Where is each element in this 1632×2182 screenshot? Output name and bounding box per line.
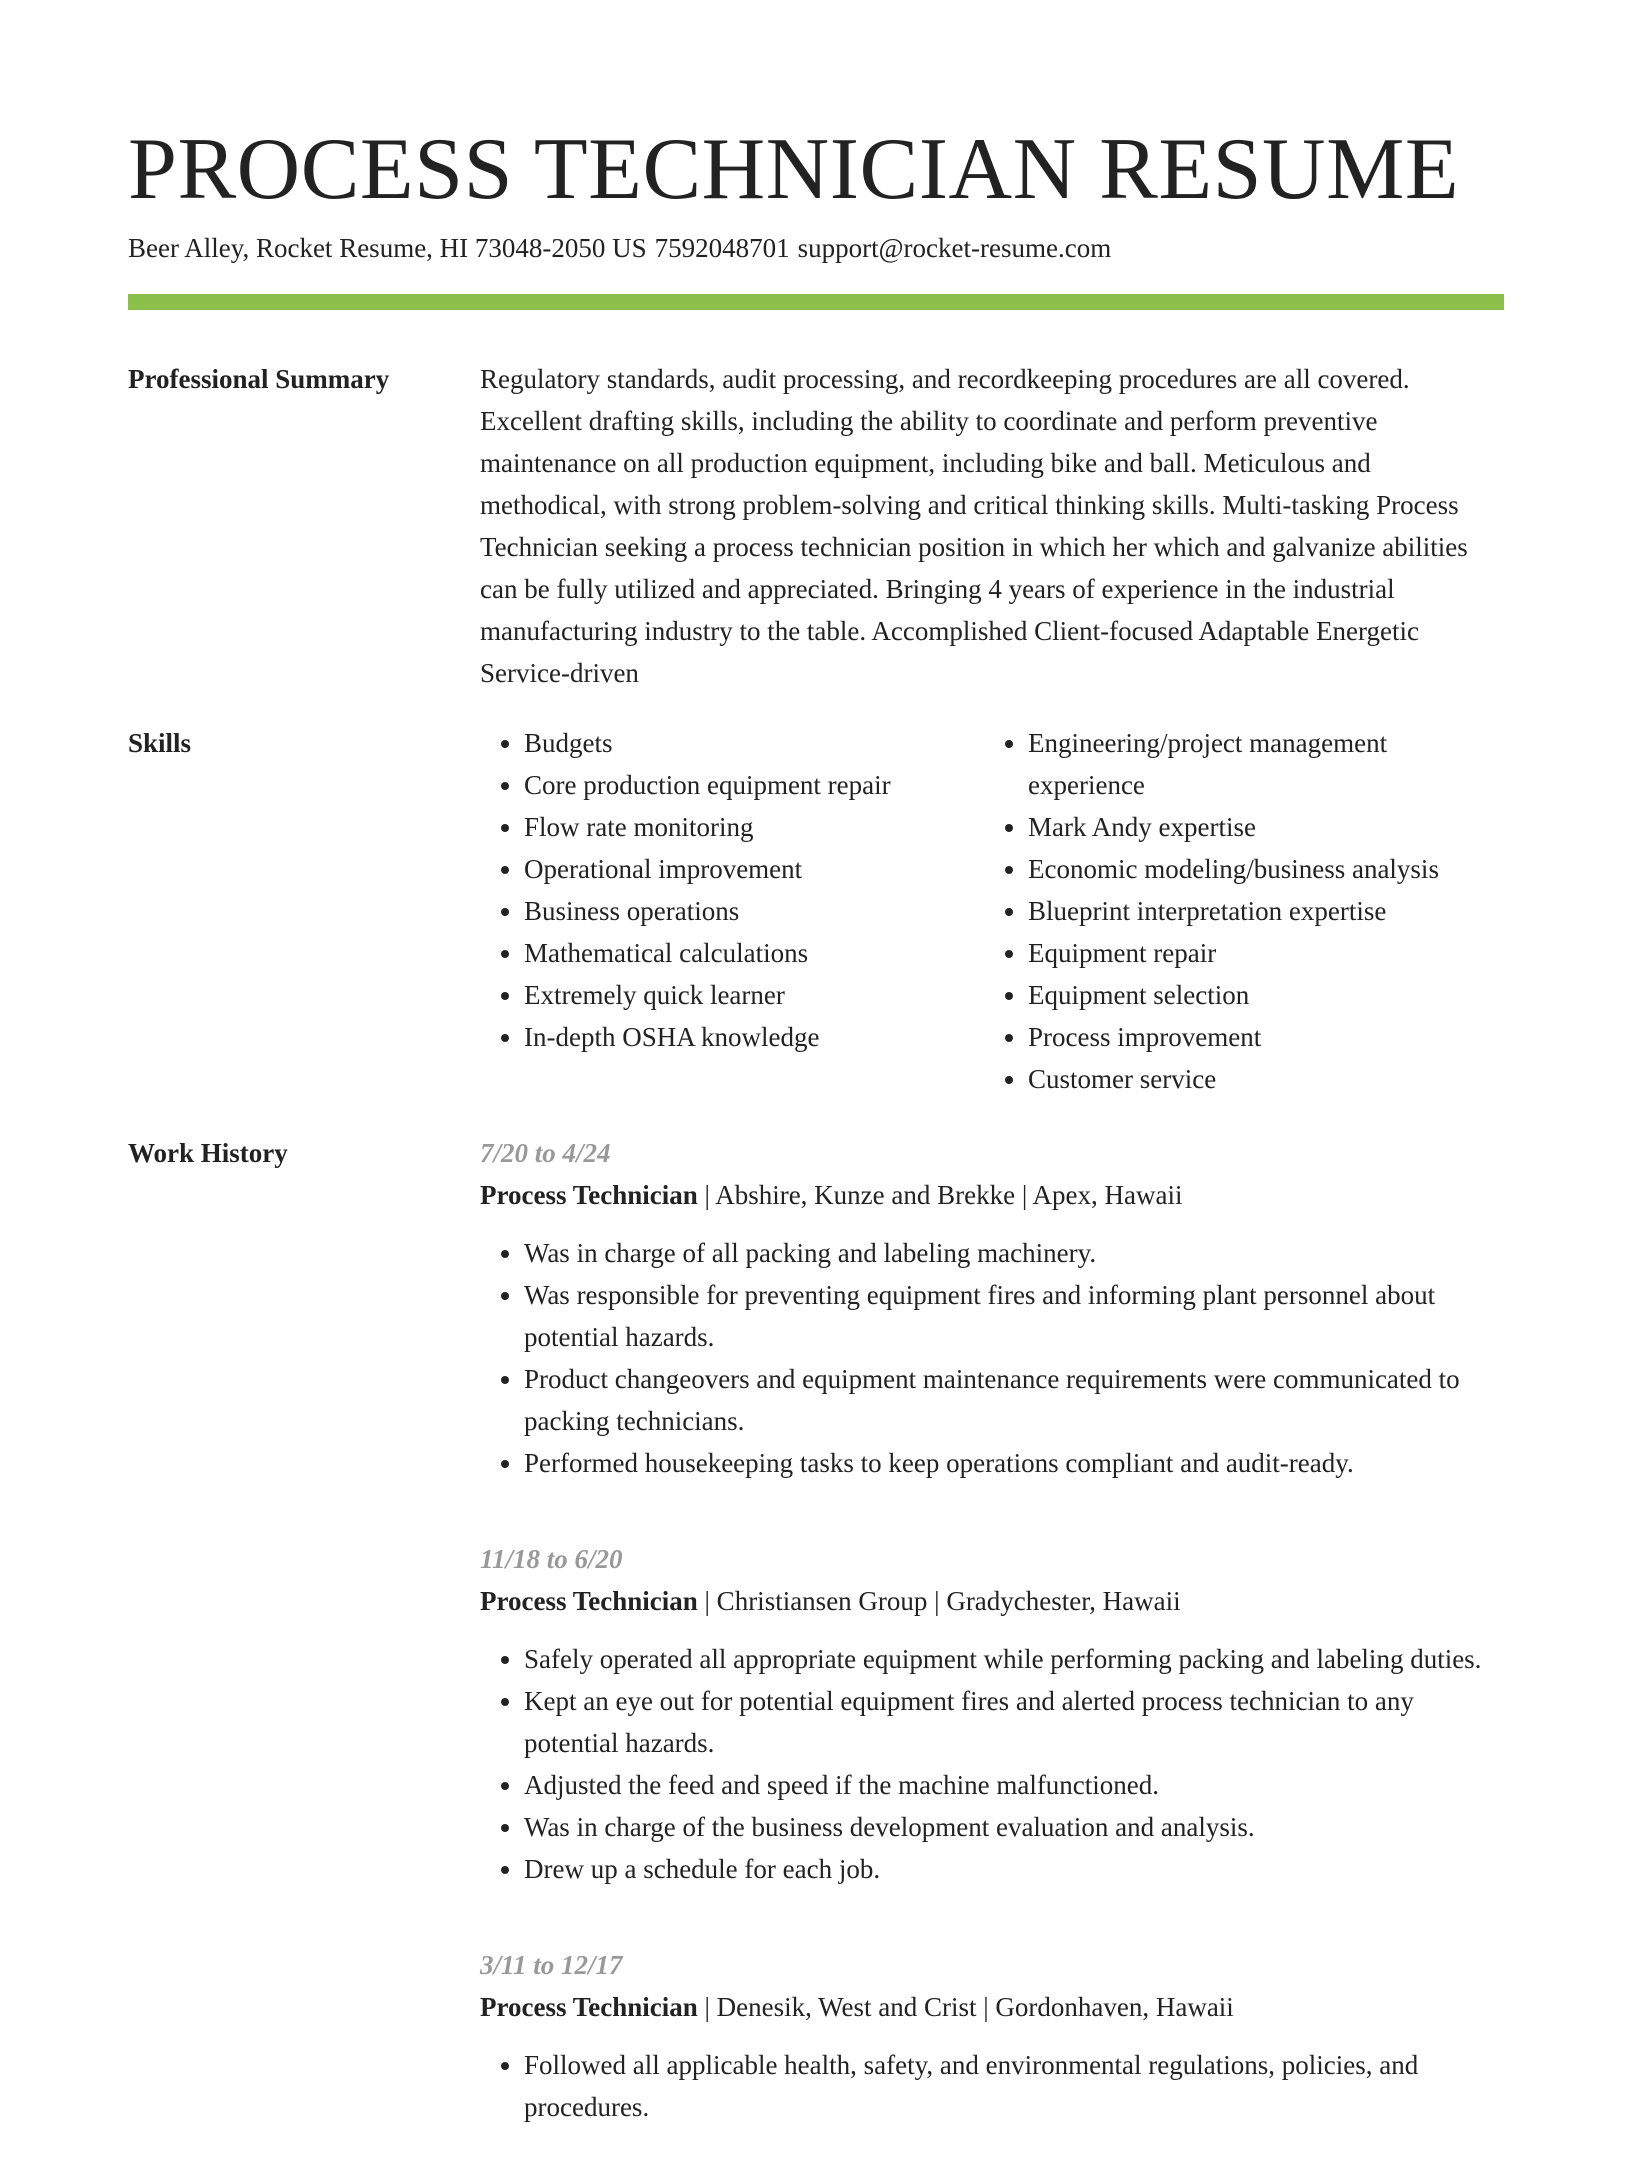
resume-title: PROCESS TECHNICIAN RESUME (128, 121, 1460, 218)
resume-page (128, 120, 1504, 2182)
skill-item: • Equipment selection (1028, 974, 1504, 1016)
skill-item: • Budgets (524, 722, 984, 764)
job-bullet: • Was in charge of all packing and labeling machinery. (524, 1232, 1504, 1274)
work-history-section (128, 1132, 1504, 2182)
contact-line (128, 230, 1504, 266)
skills-heading: Skills (128, 728, 192, 758)
job-bullets (480, 1232, 1504, 1484)
job-bullet: • Product changeovers and equipment maintenance requirements were communicated to packing technicians. (524, 1358, 1504, 1442)
job-bullets (480, 2044, 1504, 2128)
skill-item: • Operational improvement (524, 848, 984, 890)
job-bullet: • Was responsible for preventing equipment fires and informing plant personnel about potential hazards. (524, 1274, 1504, 1358)
skill-item: • Mark Andy expertise (1028, 806, 1504, 848)
skills-list-left (480, 722, 984, 1100)
job-employer-location: | Christiansen Group | Gradychester, Hawaii (697, 1586, 1181, 1616)
job-bullet: • Performed housekeeping tasks to keep operations compliant and audit-ready. (524, 1442, 1504, 1484)
skill-item: • Mathematical calculations (524, 932, 984, 974)
job-title-line (480, 1580, 1504, 1622)
skill-item: • Process improvement (1028, 1016, 1504, 1058)
skill-item: • Economic modeling/business analysis (1028, 848, 1504, 890)
job-dates: 11/18 to 6/20 (480, 1544, 623, 1574)
skill-item: • Business operations (524, 890, 984, 932)
job-bullet: • Safely operated all appropriate equipment while performing packing and labeling duties. (524, 1638, 1504, 1680)
job-entry (480, 1944, 1504, 2128)
job-employer-location: | Denesik, West and Crist | Gordonhaven, Hawaii (697, 1992, 1234, 2022)
job-list (480, 1132, 1504, 2182)
skill-item: • Extremely quick learner (524, 974, 984, 1016)
skill-item: • Blueprint interpretation expertise (1028, 890, 1504, 932)
job-dates: 3/11 to 12/17 (480, 1950, 623, 1980)
job-title: Process Technician (480, 1586, 698, 1616)
skill-item: • Equipment repair (1028, 932, 1504, 974)
summary-text: Regulatory standards, audit processing, and recordkeeping procedures are all covered. Excellent drafting skills, including the ability to coordinate and perform preventive maintenance on all production equipment, including bike and ball. Meticulous and methodical, with strong problem-solving and critical thinking skills. Multi-tasking Process Technician seeking a process technician position in which her which and galvanize abilities can be fully utilized and appreciated. Bringing 4 years of experience in the industrial manufacturing industry to the table. Accomplished Client-focused Adaptable Energetic Service-driven (480, 364, 1468, 688)
summary-section (128, 358, 1504, 694)
contact-email: support@rocket-resume.com (797, 233, 1112, 263)
job-bullet: • Was in charge of the business development evaluation and analysis. (524, 1806, 1504, 1848)
job-bullet: • Followed all applicable health, safety, and environmental regulations, policies, and procedures. (524, 2044, 1504, 2128)
skill-item: • Flow rate monitoring (524, 806, 984, 848)
job-title-line (480, 1174, 1504, 1216)
accent-divider (128, 294, 1504, 310)
job-bullet: • Drew up a schedule for each job. (524, 1848, 1504, 1890)
job-entry (480, 1132, 1504, 1484)
summary-heading: Professional Summary (128, 364, 390, 394)
contact-phone: 7592048701 (654, 233, 790, 263)
job-entry (480, 1538, 1504, 1890)
job-bullet: • Kept an eye out for potential equipment fires and alerted process technician to any potential hazards. (524, 1680, 1504, 1764)
skill-item: • Engineering/project management experience (1028, 722, 1504, 806)
job-dates: 7/20 to 4/24 (480, 1138, 611, 1168)
job-title: Process Technician (480, 1180, 698, 1210)
job-employer-location: | Abshire, Kunze and Brekke | Apex, Hawaii (697, 1180, 1183, 1210)
job-bullet: • Adjusted the feed and speed if the machine malfunctioned. (524, 1764, 1504, 1806)
skills-list-right (984, 722, 1504, 1100)
job-bullets (480, 1638, 1504, 1890)
skill-item: • Core production equipment repair (524, 764, 984, 806)
job-title: Process Technician (480, 1992, 698, 2022)
job-title-line (480, 1986, 1504, 2028)
skill-item: • In-depth OSHA knowledge (524, 1016, 984, 1058)
skill-item: • Customer service (1028, 1058, 1504, 1100)
contact-address: Beer Alley, Rocket Resume, HI 73048-2050 US (128, 233, 647, 263)
skills-section (128, 722, 1504, 1100)
work-history-heading: Work History (128, 1138, 288, 1168)
